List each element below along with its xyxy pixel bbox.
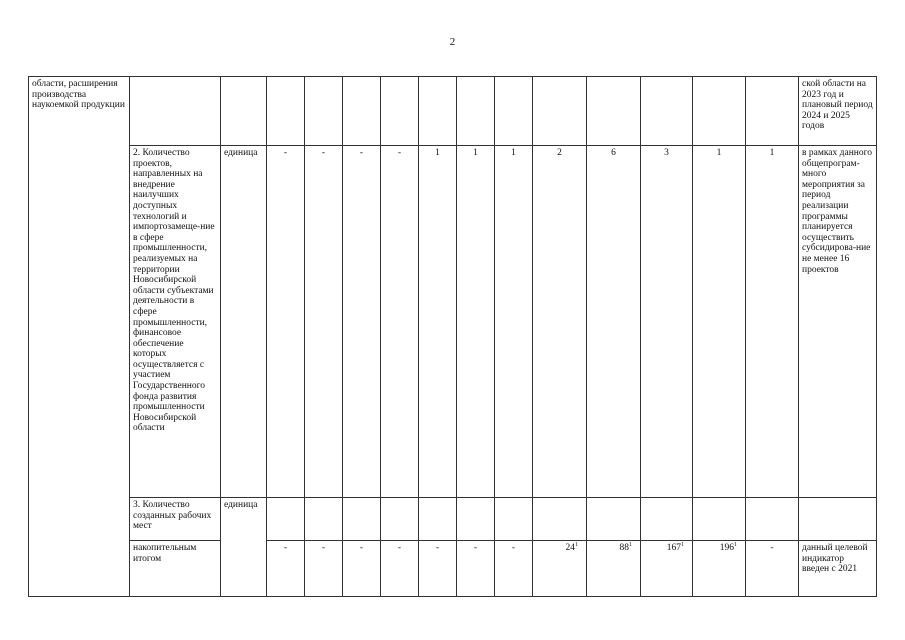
cell [746,77,799,146]
value-cell: 1 [419,146,457,498]
value-cell: 1 [746,146,799,498]
indicator-cell: накопительным итогом [130,541,221,597]
value-cell: - [343,541,381,597]
footnote-mark: 1 [734,541,737,548]
value-cell: $167^1$ [641,541,693,597]
footnote-mark: 1 [629,541,632,548]
value-cell: 1 [495,146,533,498]
value-cell: - [381,541,419,597]
table-row [29,541,877,597]
cell [457,498,495,541]
value-cell: - [343,146,381,498]
indicator-cell: 3. Количество созданных рабочих мест [130,498,221,541]
cell [267,498,305,541]
value-cell: $196^1$ [693,541,746,597]
cell [381,498,419,541]
footnote-mark: 1 [575,541,578,548]
footnote-mark: 1 [681,541,684,548]
cell [641,77,693,146]
value-cell: - [746,541,799,597]
cell [221,77,267,146]
cell [343,498,381,541]
cell [495,498,533,541]
cell [305,498,343,541]
value-cell: - [381,146,419,498]
cell [457,77,495,146]
cell [381,77,419,146]
value-cell: - [419,541,457,597]
value-cell: $88^1$ [587,541,641,597]
page-number: 2 [449,36,456,48]
cell [343,77,381,146]
table-row [29,146,877,498]
cell [587,498,641,541]
table-row [29,77,877,146]
cell [533,77,587,146]
cell [419,77,457,146]
table-row [29,498,877,541]
cell [267,77,305,146]
value-cell: - [457,541,495,597]
note-cell: ской области на 2023 год и плановый период 2024 и 2025 годов [799,77,877,146]
cell [746,498,799,541]
cell [533,498,587,541]
note-cell: данный целевой индикатор введен с 2021 [799,541,877,597]
cell [495,77,533,146]
cell [305,77,343,146]
cell [693,498,746,541]
indicator-cell: 2. Количество проектов, направленных на внедрение наилучших доступных технологий и импортозамеще-ние в сфере промышленности, реализуемых на территории Новосибирской области субъектами деятельности в сфере промышленности, финансовое обеспечение которых осуществляется с участием Государственного фонда развития промышленности Новосибирской области [130,146,221,498]
goal-cell: области, расширения производства наукоемкой продукции [29,77,130,597]
cell [641,498,693,541]
value-cell: - [267,146,305,498]
value-cell: - [495,541,533,597]
note-cell: в рамках данного общепрограм-много мероприятия за период реализации программы планируется осуществить субсидирова-ние не менее 16 проектов [799,146,877,498]
value-cell: 2 [533,146,587,498]
cell [693,77,746,146]
value-cell: - [305,541,343,597]
value-cell: 6 [587,146,641,498]
unit-cell: единица [221,146,267,498]
cell [587,77,641,146]
cell [130,77,221,146]
value-cell: 1 [457,146,495,498]
indicators-table [28,76,877,597]
value-cell: 1 [693,146,746,498]
note-cell [799,498,877,541]
cell [419,498,457,541]
value-cell: 3 [641,146,693,498]
value-cell: - [267,541,305,597]
value-cell: - [305,146,343,498]
value-cell: $24^1$ [533,541,587,597]
unit-cell: единица [221,498,267,597]
